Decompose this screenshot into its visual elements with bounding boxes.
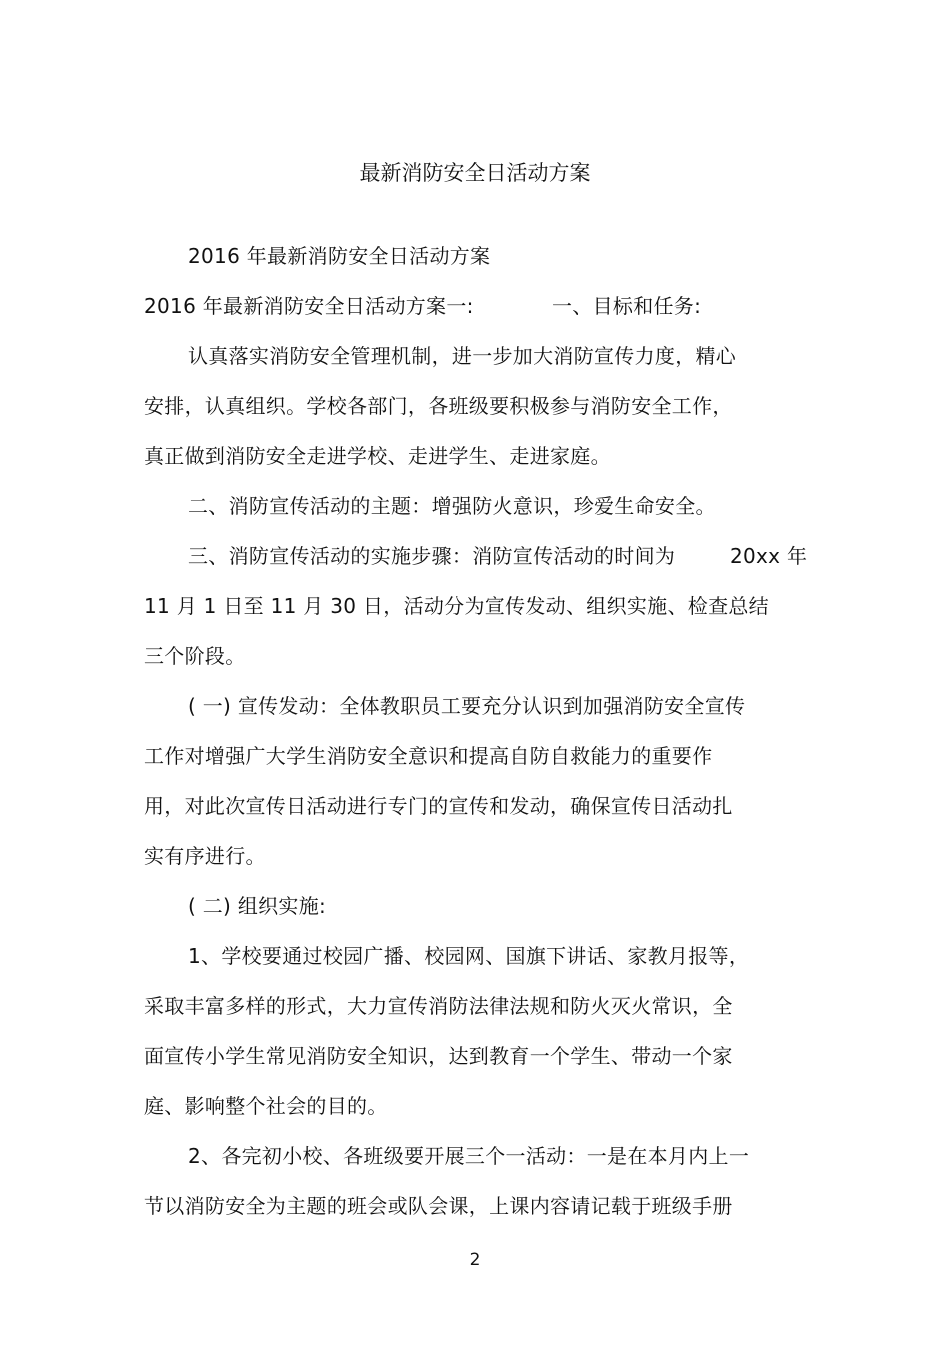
subtitle-line: 2016 年最新消防安全日活动方案 <box>188 244 491 268</box>
section-heading-theme: 二、消防宣传活动的主题：增强防火意识，珍爱生命安全。 <box>188 494 716 518</box>
paragraph-line: 节以消防安全为主题的班会或队会课，上课内容请记载于班级手册 <box>144 1194 733 1218</box>
section-heading-steps: 三、消防宣传活动的实施步骤：消防宣传活动的时间为 <box>188 544 676 568</box>
paragraph-line: 2、各完初小校、各班级要开展三个一活动：一是在本月内上一 <box>188 1144 750 1168</box>
paragraph-line: 三个阶段。 <box>144 644 246 668</box>
paragraph-line: 用，对此次宣传日活动进行专门的宣传和发动，确保宣传日活动扎 <box>144 794 733 818</box>
paragraph-line: 面宣传小学生常见消防安全知识，达到教育一个学生、带动一个家 <box>144 1044 733 1068</box>
paragraph-line: 真正做到消防安全走进学校、走进学生、走进家庭。 <box>144 444 611 468</box>
paragraph-line: 11 月 1 日至 11 月 30 日，活动分为宣传发动、组织实施、检查总结 <box>144 594 769 618</box>
year-text: 20xx 年 <box>730 544 808 568</box>
paragraph-line: 庭、影响整个社会的目的。 <box>144 1094 388 1118</box>
subsection-heading: ( 二) 组织实施: <box>188 894 327 918</box>
plan-heading: 2016 年最新消防安全日活动方案一: <box>144 294 474 318</box>
paragraph-line: ( 一) 宣传发动：全体教职员工要充分认识到加强消防安全宣传 <box>188 694 746 718</box>
section-heading-goals: 一、目标和任务: <box>552 294 702 318</box>
page-number: 2 <box>469 1250 481 1270</box>
paragraph-line: 实有序进行。 <box>144 844 266 868</box>
paragraph-line: 采取丰富多样的形式，大力宣传消防法律法规和防火灭火常识，全 <box>144 994 733 1018</box>
paragraph-line: 认真落实消防安全管理机制，进一步加大消防宣传力度，精心 <box>188 344 737 368</box>
paragraph-line: 1、学校要通过校园广播、校园网、国旗下讲话、家教月报等， <box>188 944 750 968</box>
paragraph-line: 工作对增强广大学生消防安全意识和提高自防自救能力的重要作 <box>144 744 713 768</box>
document-title: 最新消防安全日活动方案 <box>359 161 591 185</box>
paragraph-line: 安排，认真组织。学校各部门，各班级要积极参与消防安全工作， <box>144 394 733 418</box>
